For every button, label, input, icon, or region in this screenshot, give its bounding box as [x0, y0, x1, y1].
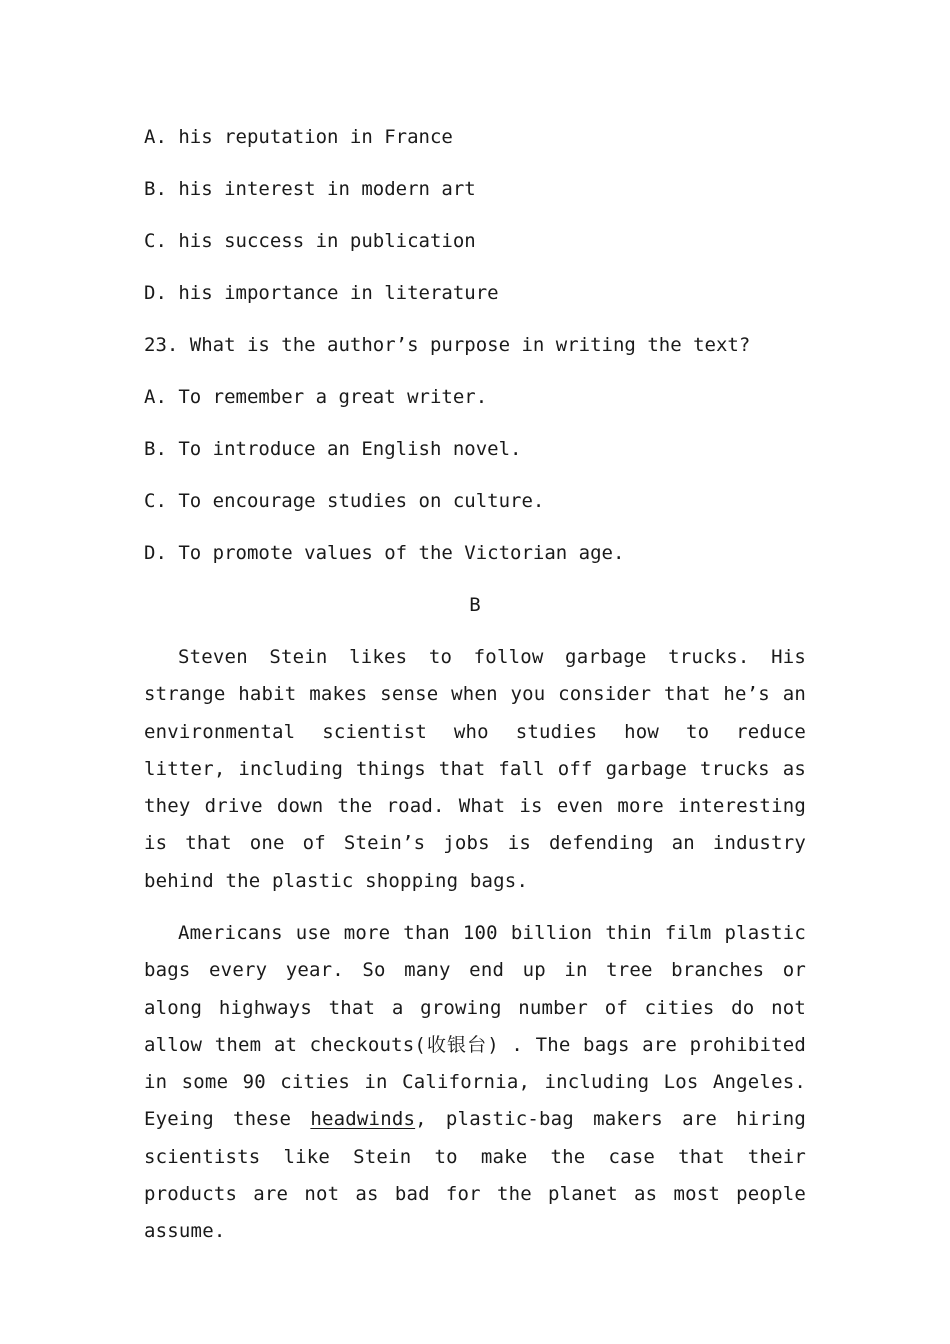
q22-option-d: D. his importance in literature — [144, 282, 499, 304]
section-heading: B — [469, 594, 481, 616]
paragraph-2-text-end: , plastic-bag makers are hiring scientists like Stein to make the case that their products are not as bad for the planet as most people assume. — [144, 1108, 807, 1243]
q22-option-c: C. his success in publication — [144, 230, 476, 252]
q23-option-a: A. To remember a great writer. — [144, 386, 488, 408]
passage-paragraph-1: Steven Stein likes to follow garbage trucks. His strange habit makes sense when you consider that he’s an environmental scientist who studies how to reduce litter, including things that fall off garbage trucks as they drive down the road. What is even more interesting is that one of Stein’s jobs is defending an industry behind the plastic shopping bags. — [144, 646, 806, 892]
q23-option-b: B. To introduce an English novel. — [144, 438, 522, 460]
q22-option-a: A. his reputation in France — [144, 126, 453, 148]
passage-paragraph-2 — [144, 915, 806, 1251]
q23-option-c: C. To encourage studies on culture. — [144, 490, 545, 512]
paragraph-2-text-start: Americans use more than 100 billion thin film plastic bags every year. So many end up in tree branches or along highways that a growing number of cities do not allow them at checkouts(收银台) . The bags are prohibited in some 90 cities in California, including Los Angeles. Eyeing these — [144, 922, 806, 1131]
q23-question: 23. What is the author’s purpose in writing the text? — [144, 334, 751, 356]
q23-option-d: D. To promote values of the Victorian age. — [144, 542, 625, 564]
q22-option-b: B. his interest in modern art — [144, 178, 476, 200]
underlined-word: headwinds — [310, 1108, 416, 1131]
